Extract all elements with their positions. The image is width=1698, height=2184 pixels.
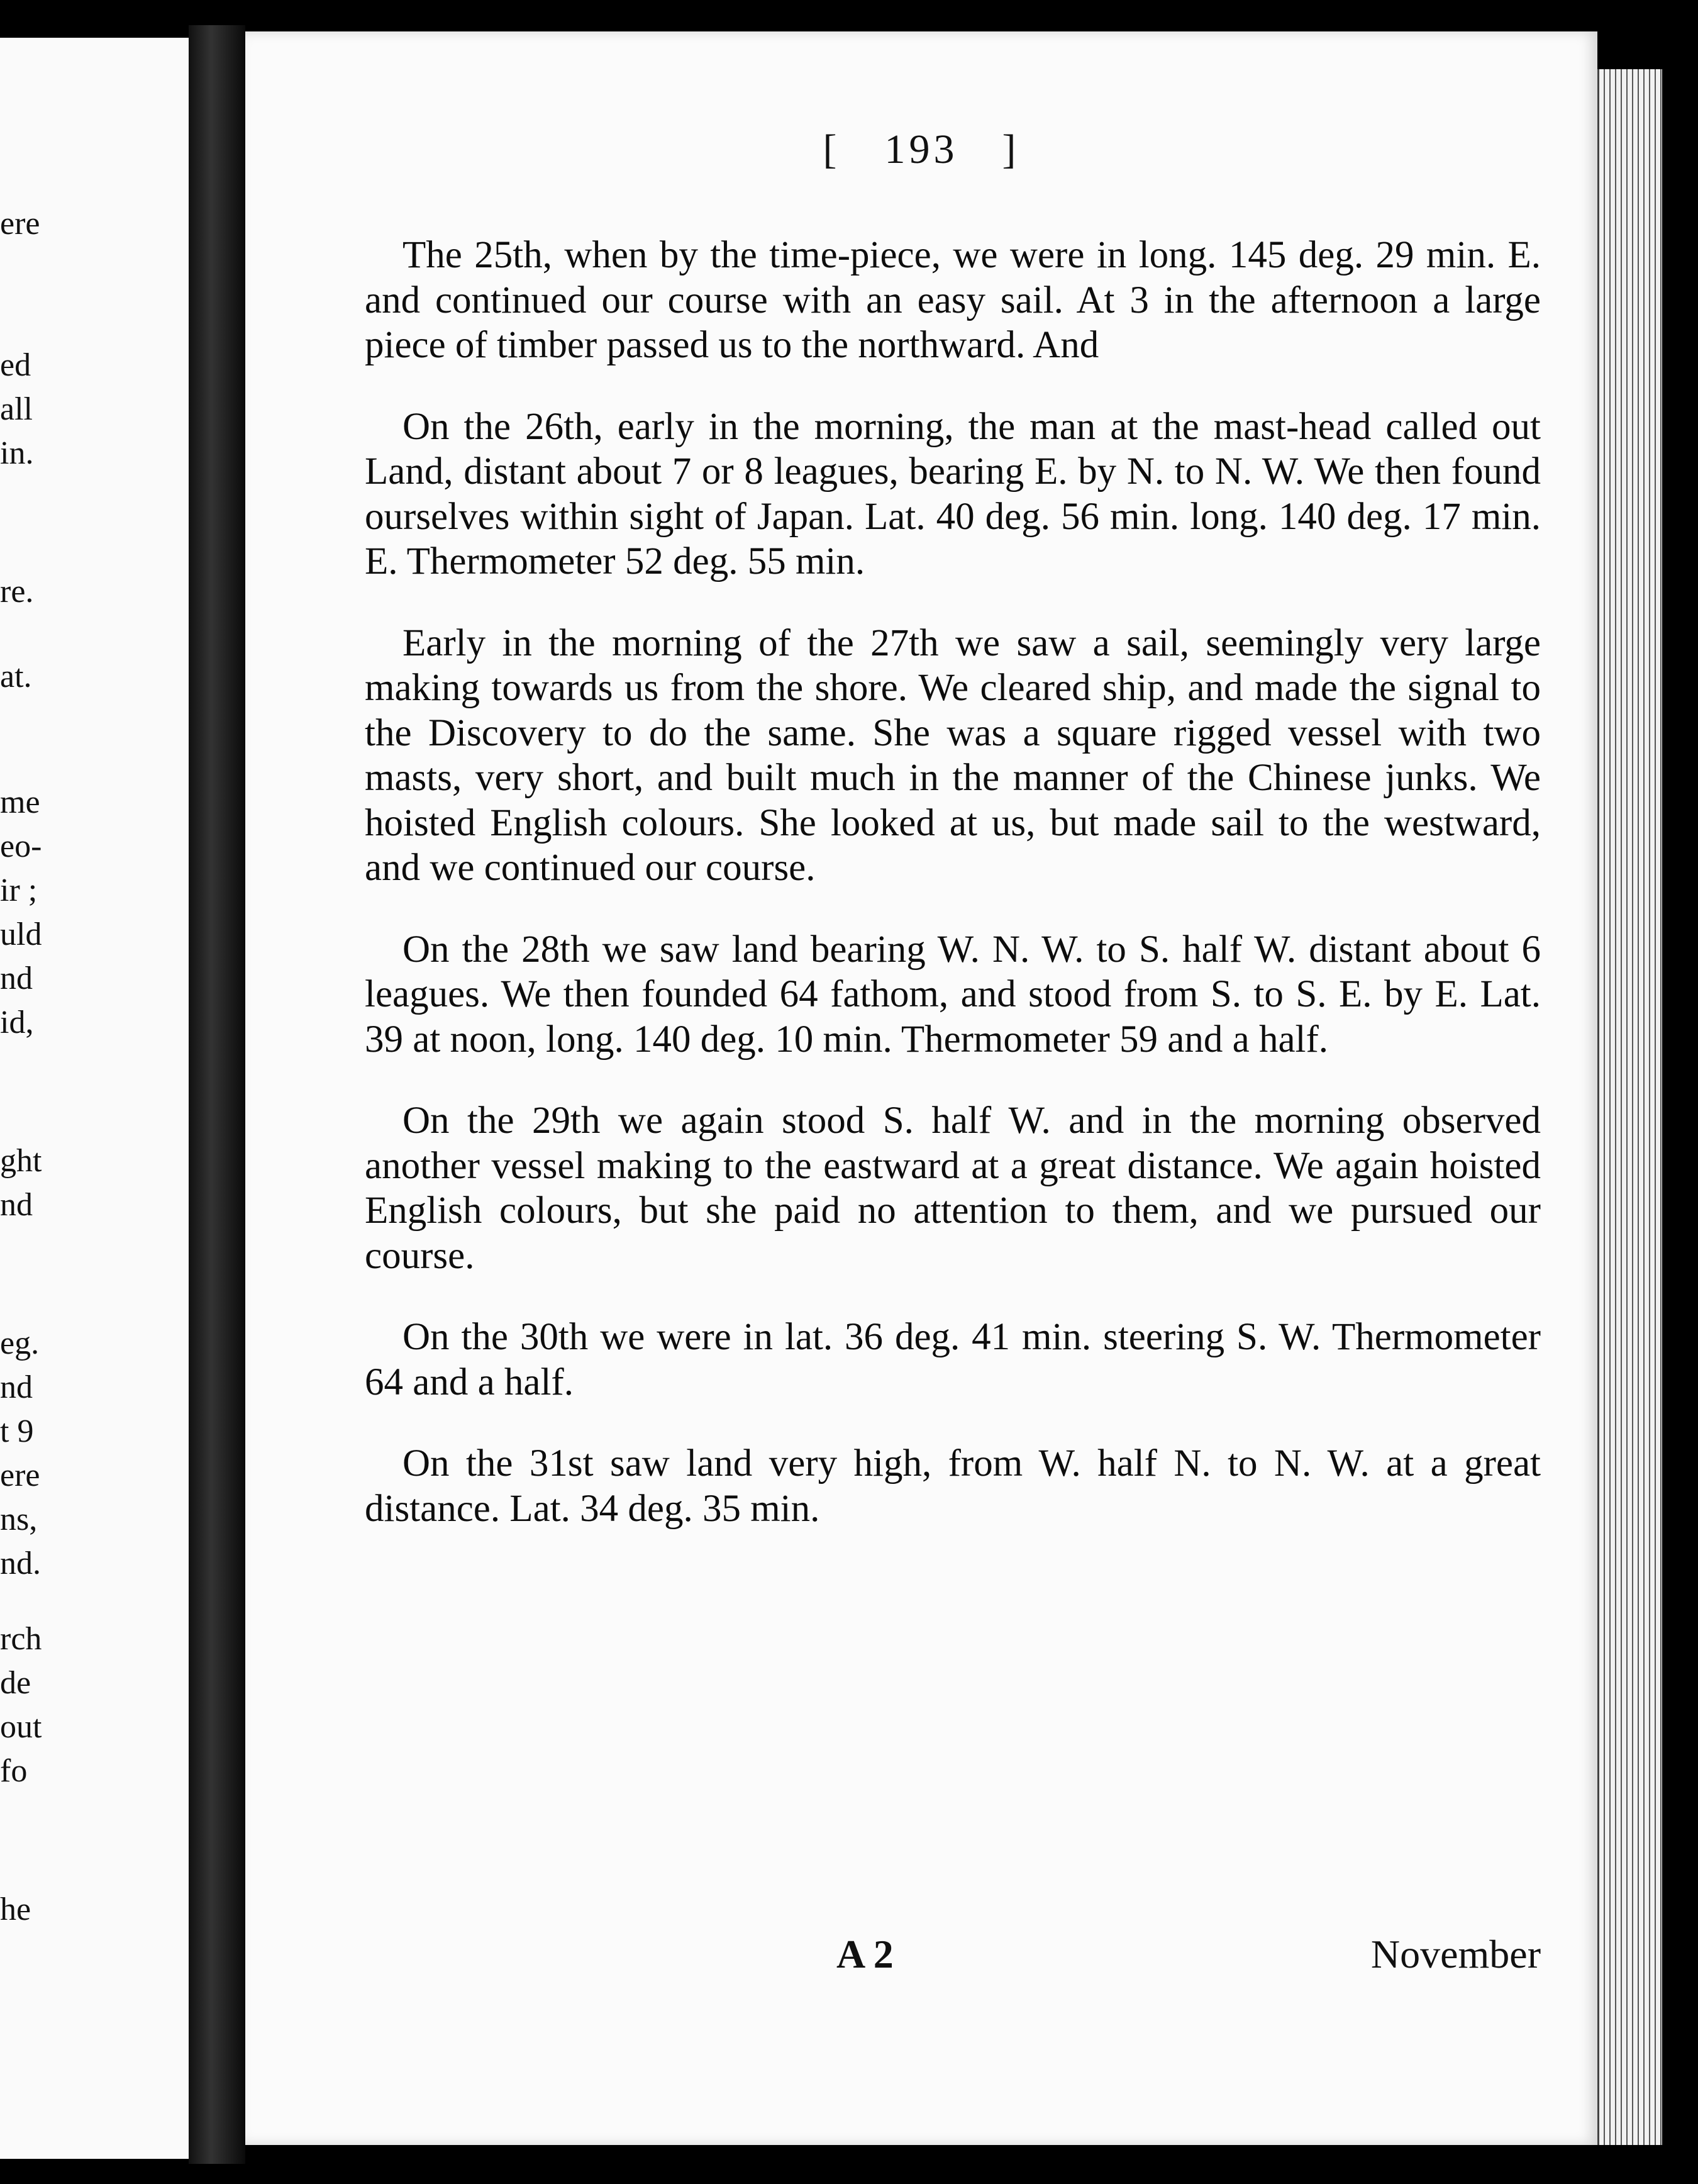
left-text-fragment: eo- (0, 828, 42, 864)
left-text-fragment: out (0, 1709, 42, 1745)
paragraph: Early in the morning of the 27th we saw a sail, seemingly very large making towards us from the shore. We cleared ship, and made the signal to the Discovery to do the same. She was a square rigged vessel with two masts, very short, and built much in the manner of the Chinese junks. We hoisted English colours. She looked at us, but made sail to the westward, and we continued our course. (365, 621, 1541, 889)
page-footer (365, 1931, 1541, 1981)
left-text-fragment: ir ; (0, 872, 38, 908)
left-text-fragment: re. (0, 574, 34, 610)
left-text-fragment: de (0, 1665, 31, 1701)
left-text-fragment: all (0, 391, 33, 427)
catchword: November (1370, 1932, 1541, 1976)
header-open-bracket: [ (823, 126, 841, 172)
left-text-fragment: ere (0, 206, 40, 242)
page-number: 193 (884, 126, 958, 172)
book-page (245, 31, 1597, 2145)
left-text-fragment: nd (0, 961, 33, 996)
left-page-fragment (0, 38, 192, 2159)
header-close-bracket: ] (1002, 126, 1020, 172)
left-text-fragment: id, (0, 1005, 34, 1040)
signature-mark: A 2 (836, 1932, 894, 1976)
left-text-fragment: fo (0, 1753, 28, 1789)
paragraph: On the 28th we saw land bearing W. N. W. to S. half W. distant about 6 leagues. We then founded 64 fathom, and stood from S. to S. E. by E. Lat. 39 at noon, long. 140 deg. 10 min. Thermometer 59 and a half. (365, 928, 1541, 1061)
page-header (245, 126, 1597, 174)
paragraph: On the 31st saw land very high, from W. half N. to N. W. at a great distance. Lat. 34 deg. 35 min. (365, 1442, 1541, 1530)
left-text-fragment: nd (0, 1369, 33, 1405)
paragraph: On the 29th we again stood S. half W. and in the morning observed another vessel making to the eastward at a great distance. We again hoisted English colours, but she paid no attention to them, and we pursued our course. (365, 1100, 1541, 1277)
left-text-fragment: ere (0, 1457, 40, 1493)
left-text-fragment: uld (0, 916, 42, 952)
page-body (365, 233, 1541, 1568)
left-text-fragment: he (0, 1892, 31, 1927)
left-text-fragment: ed (0, 347, 31, 383)
left-text-fragment: rch (0, 1621, 42, 1657)
left-text-fragment: at. (0, 659, 32, 694)
left-text-fragment: t 9 (0, 1413, 34, 1449)
paragraph: On the 30th we were in lat. 36 deg. 41 min. steering S. W. Thermometer 64 and a half. (365, 1316, 1541, 1403)
left-text-fragment: ns, (0, 1502, 38, 1537)
left-text-fragment: ght (0, 1143, 42, 1179)
left-text-fragment: me (0, 784, 40, 820)
paragraph: On the 26th, early in the morning, the man at the mast-head called out Land, distant about 7 or 8 leagues, bearing E. by N. to N. W. We then found ourselves within sight of Japan. Lat. 40 deg. 56 min. long. 140 deg. 17 min. E. Thermometer 52 deg. 55 min. (365, 405, 1541, 582)
left-text-fragment: eg. (0, 1325, 40, 1361)
left-text-fragment: in. (0, 435, 34, 471)
left-text-fragment: nd (0, 1187, 33, 1223)
paragraph: The 25th, when by the time-piece, we were in long. 145 deg. 29 min. E. and continued our course with an easy sail. At 3 in the afternoon a large piece of timber passed us to the northward. And (365, 234, 1541, 366)
book-gutter (189, 25, 245, 2164)
page-edges (1597, 69, 1662, 2145)
left-text-fragment: nd. (0, 1546, 41, 1581)
